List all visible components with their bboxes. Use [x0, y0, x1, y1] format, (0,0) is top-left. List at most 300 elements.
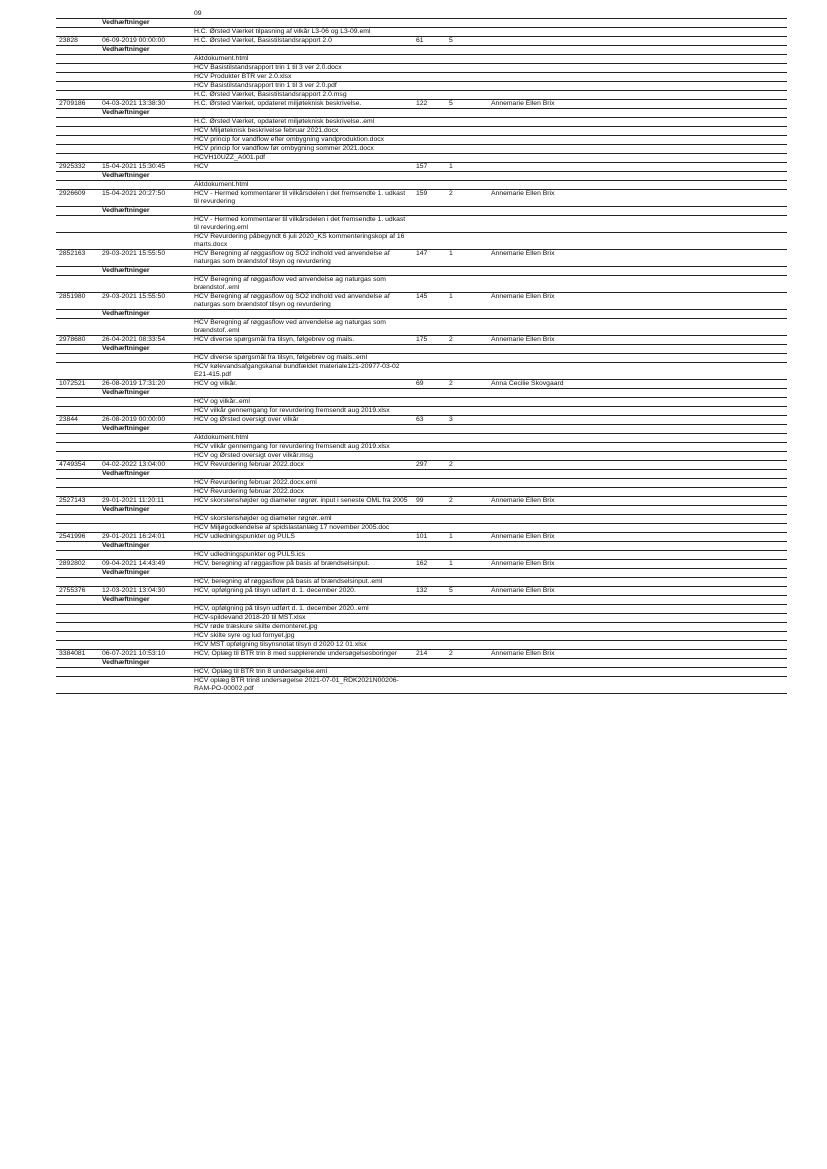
attachment-row — [56, 623, 787, 632]
attachment-spacer — [56, 398, 99, 407]
attachment-spacer — [413, 452, 446, 461]
attachments-header-spacer — [191, 389, 413, 398]
attachment-spacer — [488, 73, 787, 82]
attachment-filename: HCV Miljøteknisk beskrivelse februar 2021.docx — [191, 127, 413, 136]
attachments-header-spacer — [446, 109, 488, 118]
attachments-header-label: Vedhæftninger — [99, 109, 191, 118]
attachments-header-spacer — [488, 267, 787, 276]
record-date: 29-01-2021 16:24:01 — [99, 533, 191, 542]
attachment-spacer — [56, 64, 99, 73]
attachments-header-spacer — [446, 425, 488, 434]
record-number: 99 — [413, 497, 446, 506]
attachments-header-spacer — [446, 19, 488, 28]
record-date: 26-04-2021 08:33:54 — [99, 336, 191, 345]
attachment-row — [56, 488, 787, 497]
record-date: 29-03-2021 15:55:50 — [99, 250, 191, 267]
attachment-spacer — [56, 28, 99, 37]
attachments-header-label: Vedhæftninger — [99, 46, 191, 55]
record-row — [56, 293, 787, 310]
attachment-row — [56, 154, 787, 163]
attachment-spacer — [446, 434, 488, 443]
attachment-spacer — [488, 443, 787, 452]
attachment-row — [56, 354, 787, 363]
record-id: 1072521 — [56, 380, 99, 389]
attachment-spacer — [56, 233, 99, 250]
attachment-spacer — [413, 614, 446, 623]
record-title: H.C. Ørsted Værket, Basistilstandsrapport 2.0 — [191, 37, 413, 46]
record-row — [56, 497, 787, 506]
attachment-filename: HCV MST opfølgning tilsynsnotat tilsyn d 2020 12 01.xlsx — [191, 641, 413, 650]
record-number: 132 — [413, 587, 446, 596]
attachment-spacer — [488, 623, 787, 632]
attachment-spacer — [413, 524, 446, 533]
attachment-spacer — [446, 398, 488, 407]
attachment-spacer — [446, 91, 488, 100]
record-person: Annemarie Ellen Brix — [488, 190, 787, 207]
attachments-header-spacer — [488, 506, 787, 515]
attachment-spacer — [56, 434, 99, 443]
attachment-spacer — [99, 623, 191, 632]
attachment-spacer — [99, 452, 191, 461]
attachment-filename: HCV skilte syre og lud fornyet.jpg — [191, 632, 413, 641]
record-date: 15-04-2021 15:30:45 — [99, 163, 191, 172]
attachments-header-spacer — [191, 46, 413, 55]
attachment-spacer — [99, 64, 191, 73]
attachment-spacer — [413, 578, 446, 587]
attachment-spacer — [413, 64, 446, 73]
attachments-header-label: Vedhæftninger — [99, 310, 191, 319]
attachment-spacer — [56, 488, 99, 497]
record-title: H.C. Ørsted Værket, opdateret miljøteknisk beskrivelse. — [191, 100, 413, 109]
attachments-header-spacer — [191, 310, 413, 319]
attachments-header-row — [56, 109, 787, 118]
record-count: 2 — [446, 650, 488, 659]
attachment-spacer — [446, 452, 488, 461]
attachments-header-spacer — [446, 542, 488, 551]
record-id: 23828 — [56, 37, 99, 46]
attachment-filename: HCV Miljøgodkendelse af spidslastanlæg 17 november 2005.doc — [191, 524, 413, 533]
attachment-spacer — [56, 605, 99, 614]
attachment-spacer — [56, 614, 99, 623]
attachments-header-spacer — [56, 46, 99, 55]
attachment-spacer — [446, 407, 488, 416]
attachments-header-spacer — [413, 19, 446, 28]
attachment-spacer — [446, 623, 488, 632]
record-number: 159 — [413, 190, 446, 207]
attachment-filename: HCV Revurdering påbegyndt 6 juli 2020_KS kommenteringskopi af 16 marts.docx — [191, 233, 413, 250]
attachment-spacer — [413, 154, 446, 163]
attachment-row — [56, 452, 787, 461]
attachment-filename: HCV, opfølgning på tilsyn udført d. 1. december 2020..eml — [191, 605, 413, 614]
record-count: 5 — [446, 37, 488, 46]
record-row — [56, 100, 787, 109]
attachment-spacer — [446, 216, 488, 233]
attachment-spacer — [446, 515, 488, 524]
attachment-spacer — [446, 127, 488, 136]
record-number: 122 — [413, 100, 446, 109]
attachment-spacer — [488, 354, 787, 363]
attachment-row — [56, 605, 787, 614]
attachment-filename: HCV og vilkår..eml — [191, 398, 413, 407]
attachments-header-label: Vedhæftninger — [99, 425, 191, 434]
attachment-row — [56, 524, 787, 533]
record-row — [56, 190, 787, 207]
attachment-spacer — [488, 452, 787, 461]
attachment-spacer — [413, 623, 446, 632]
record-id: 2851980 — [56, 293, 99, 310]
record-row — [56, 10, 787, 19]
record-row — [56, 416, 787, 425]
attachments-header-spacer — [446, 506, 488, 515]
record-date — [99, 10, 191, 19]
records-table — [56, 10, 787, 694]
attachment-row — [56, 614, 787, 623]
attachments-header-row — [56, 46, 787, 55]
attachment-spacer — [99, 668, 191, 677]
record-id: 2978680 — [56, 336, 99, 345]
attachment-filename: Aktdokument.html — [191, 434, 413, 443]
attachments-header-row — [56, 172, 787, 181]
attachments-header-label: Vedhæftninger — [99, 506, 191, 515]
attachment-spacer — [413, 73, 446, 82]
record-row — [56, 336, 787, 345]
attachments-header-spacer — [488, 596, 787, 605]
attachment-spacer — [446, 641, 488, 650]
attachment-spacer — [488, 398, 787, 407]
attachment-spacer — [488, 488, 787, 497]
attachment-row — [56, 551, 787, 560]
attachment-row — [56, 64, 787, 73]
attachment-filename: Aktdokument.html — [191, 55, 413, 64]
record-id: 2925332 — [56, 163, 99, 172]
record-number: 214 — [413, 650, 446, 659]
record-id: 2755376 — [56, 587, 99, 596]
attachments-header-spacer — [446, 267, 488, 276]
attachment-spacer — [446, 64, 488, 73]
attachment-spacer — [99, 354, 191, 363]
record-number: 145 — [413, 293, 446, 310]
attachments-header-spacer — [56, 596, 99, 605]
attachments-header-spacer — [413, 470, 446, 479]
attachment-spacer — [56, 452, 99, 461]
attachment-spacer — [56, 145, 99, 154]
record-person: Annemarie Ellen Brix — [488, 336, 787, 345]
record-person — [488, 416, 787, 425]
attachments-header-spacer — [413, 46, 446, 55]
attachment-spacer — [413, 632, 446, 641]
attachment-spacer — [413, 398, 446, 407]
attachment-spacer — [56, 216, 99, 233]
attachments-header-spacer — [56, 425, 99, 434]
attachment-spacer — [99, 515, 191, 524]
attachments-header-label: Vedhæftninger — [99, 569, 191, 578]
record-person — [488, 461, 787, 470]
record-row — [56, 560, 787, 569]
attachment-row — [56, 479, 787, 488]
attachments-header-spacer — [488, 345, 787, 354]
attachment-filename: HCV og Ørsted oversigt over vilkår.msg — [191, 452, 413, 461]
attachment-filename: HCV Beregning af røggasflow ved anvendelse ag naturgas som brændstof..eml — [191, 276, 413, 293]
record-count: 2 — [446, 190, 488, 207]
attachment-spacer — [413, 515, 446, 524]
record-count: 5 — [446, 587, 488, 596]
attachments-header-spacer — [191, 267, 413, 276]
record-row — [56, 461, 787, 470]
attachment-spacer — [99, 407, 191, 416]
attachment-spacer — [488, 641, 787, 650]
record-date: 29-03-2021 15:55:50 — [99, 293, 191, 310]
attachments-header-spacer — [446, 596, 488, 605]
attachments-header-spacer — [413, 596, 446, 605]
record-row — [56, 250, 787, 267]
record-number: 157 — [413, 163, 446, 172]
attachment-spacer — [99, 677, 191, 694]
attachments-header-spacer — [56, 310, 99, 319]
attachment-filename: HCV Basistilstandsrapport trin 1 til 3 ver 2.0.pdf — [191, 82, 413, 91]
attachment-spacer — [488, 276, 787, 293]
record-count: 2 — [446, 380, 488, 389]
record-title: HCV — [191, 163, 413, 172]
attachment-spacer — [446, 605, 488, 614]
attachment-spacer — [413, 479, 446, 488]
attachments-header-row — [56, 207, 787, 216]
attachments-header-spacer — [488, 310, 787, 319]
record-count: 1 — [446, 560, 488, 569]
attachment-spacer — [488, 479, 787, 488]
records-sheet — [56, 0, 787, 694]
attachment-spacer — [413, 145, 446, 154]
attachment-spacer — [56, 407, 99, 416]
attachments-header-spacer — [413, 345, 446, 354]
record-title: HCV diverse spørgsmål fra tilsyn, følgebrev og mails. — [191, 336, 413, 345]
attachment-spacer — [488, 524, 787, 533]
record-count — [446, 10, 488, 19]
attachments-header-spacer — [191, 542, 413, 551]
attachment-filename: H.C. Ørsted Værket tilpasning af vilkår L3-06 og L3-09.eml — [191, 28, 413, 37]
attachments-header-spacer — [488, 425, 787, 434]
attachment-spacer — [99, 136, 191, 145]
record-id: 23844 — [56, 416, 99, 425]
attachment-filename: HCV Revurdering februar 2022.docx — [191, 488, 413, 497]
attachment-filename: HCV oplæg BTR trin8 undersøgelse 2021-07-01_RDK2021N00206-RAM-PO-00002.pdf — [191, 677, 413, 694]
attachment-spacer — [99, 118, 191, 127]
attachments-header-spacer — [488, 659, 787, 668]
attachment-row — [56, 118, 787, 127]
attachment-spacer — [99, 127, 191, 136]
attachment-row — [56, 276, 787, 293]
attachment-spacer — [99, 614, 191, 623]
attachment-spacer — [56, 578, 99, 587]
attachment-row — [56, 319, 787, 336]
attachments-header-spacer — [191, 506, 413, 515]
attachments-header-spacer — [488, 542, 787, 551]
attachments-header-row — [56, 569, 787, 578]
record-number: 175 — [413, 336, 446, 345]
record-title: HCV Beregning af røggasflow og SO2 indhold ved anvendelse af naturgas som brændstof tilsyn og revurdering — [191, 250, 413, 267]
attachments-header-spacer — [413, 506, 446, 515]
attachment-filename: HCV princip for vandflow før ombygning sommer 2021.docx — [191, 145, 413, 154]
attachment-spacer — [446, 319, 488, 336]
attachments-header-spacer — [56, 389, 99, 398]
attachment-spacer — [99, 233, 191, 250]
attachments-header-spacer — [56, 569, 99, 578]
attachment-spacer — [446, 632, 488, 641]
attachment-spacer — [413, 233, 446, 250]
record-number: 61 — [413, 37, 446, 46]
attachment-spacer — [488, 136, 787, 145]
attachment-spacer — [413, 434, 446, 443]
attachment-row — [56, 28, 787, 37]
attachments-header-row — [56, 470, 787, 479]
record-number — [413, 10, 446, 19]
attachment-spacer — [446, 443, 488, 452]
attachment-row — [56, 73, 787, 82]
attachments-header-spacer — [446, 659, 488, 668]
record-row — [56, 587, 787, 596]
attachment-spacer — [413, 443, 446, 452]
attachment-spacer — [446, 181, 488, 190]
attachment-spacer — [56, 91, 99, 100]
attachments-header-spacer — [191, 207, 413, 216]
attachment-row — [56, 363, 787, 380]
attachment-spacer — [56, 127, 99, 136]
record-number: 63 — [413, 416, 446, 425]
attachment-spacer — [488, 154, 787, 163]
attachment-spacer — [413, 181, 446, 190]
record-number: 147 — [413, 250, 446, 267]
record-title: HCV og Ørsted oversigt over vilkår — [191, 416, 413, 425]
attachment-spacer — [488, 632, 787, 641]
attachment-spacer — [99, 434, 191, 443]
attachment-spacer — [488, 363, 787, 380]
record-date: 06-09-2019 00:00:00 — [99, 37, 191, 46]
attachment-spacer — [413, 354, 446, 363]
attachments-header-spacer — [413, 207, 446, 216]
attachments-header-spacer — [56, 267, 99, 276]
attachments-header-spacer — [191, 109, 413, 118]
attachments-header-row — [56, 596, 787, 605]
attachment-spacer — [56, 668, 99, 677]
attachment-row — [56, 641, 787, 650]
attachments-header-spacer — [446, 46, 488, 55]
attachment-row — [56, 434, 787, 443]
attachment-spacer — [413, 127, 446, 136]
attachment-spacer — [99, 55, 191, 64]
record-count: 2 — [446, 497, 488, 506]
record-title: HCV udledningspunkter og PULS — [191, 533, 413, 542]
attachment-spacer — [446, 145, 488, 154]
record-person: Annemarie Ellen Brix — [488, 293, 787, 310]
attachment-spacer — [56, 154, 99, 163]
attachment-filename: HCVH10UZZ_A001.pdf — [191, 154, 413, 163]
attachment-spacer — [56, 551, 99, 560]
attachments-header-spacer — [413, 659, 446, 668]
attachment-spacer — [488, 551, 787, 560]
attachment-spacer — [488, 55, 787, 64]
attachment-spacer — [99, 28, 191, 37]
record-date: 29-01-2021 11:20:11 — [99, 497, 191, 506]
attachments-header-label: Vedhæftninger — [99, 345, 191, 354]
record-title: HCV Revurdering februar 2022.docx — [191, 461, 413, 470]
attachment-spacer — [446, 668, 488, 677]
attachment-spacer — [413, 488, 446, 497]
attachment-spacer — [99, 641, 191, 650]
attachment-spacer — [446, 614, 488, 623]
attachment-spacer — [413, 55, 446, 64]
attachment-filename: Aktdokument.html — [191, 181, 413, 190]
attachment-spacer — [413, 276, 446, 293]
record-person: Annemarie Ellen Brix — [488, 250, 787, 267]
attachment-filename: HCV vilkår gennemgang for revurdering fremsendt aug 2019.xlsx — [191, 407, 413, 416]
attachments-header-spacer — [191, 596, 413, 605]
attachment-filename: HCV Basistilstandsrapport trin 1 til 3 ver 2.0.docx — [191, 64, 413, 73]
attachment-spacer — [99, 82, 191, 91]
record-id — [56, 10, 99, 19]
record-date: 12-03-2021 13:04:30 — [99, 587, 191, 596]
attachment-filename: HCV, beregning af røggasflow på basis af brændselsinput..eml — [191, 578, 413, 587]
record-title: 09 — [191, 10, 413, 19]
attachment-spacer — [488, 668, 787, 677]
attachments-header-spacer — [488, 46, 787, 55]
record-count: 2 — [446, 336, 488, 345]
attachment-filename: HCV udledningspunkter og PULS.ics — [191, 551, 413, 560]
record-id: 4749354 — [56, 461, 99, 470]
attachments-header-label: Vedhæftninger — [99, 659, 191, 668]
record-person — [488, 37, 787, 46]
attachment-spacer — [446, 488, 488, 497]
attachments-header-spacer — [446, 207, 488, 216]
record-row — [56, 533, 787, 542]
attachments-header-label: Vedhæftninger — [99, 19, 191, 28]
record-count: 2 — [446, 461, 488, 470]
record-title: HCV - Hermed kommentarer til vilkårsdelen i det fremsendte 1. udkast til revurdering — [191, 190, 413, 207]
attachment-spacer — [488, 605, 787, 614]
attachments-header-spacer — [446, 569, 488, 578]
attachment-spacer — [99, 181, 191, 190]
attachments-header-spacer — [191, 345, 413, 354]
attachment-spacer — [488, 181, 787, 190]
attachments-header-spacer — [56, 172, 99, 181]
attachment-spacer — [488, 434, 787, 443]
attachments-header-row — [56, 345, 787, 354]
attachments-header-spacer — [446, 470, 488, 479]
attachment-spacer — [446, 136, 488, 145]
attachments-header-label: Vedhæftninger — [99, 596, 191, 605]
attachment-spacer — [488, 216, 787, 233]
attachments-header-row — [56, 267, 787, 276]
record-id: 2709186 — [56, 100, 99, 109]
attachment-spacer — [56, 641, 99, 650]
attachments-header-spacer — [191, 470, 413, 479]
record-person: Annemarie Ellen Brix — [488, 560, 787, 569]
attachment-spacer — [446, 118, 488, 127]
attachment-spacer — [413, 118, 446, 127]
attachment-spacer — [446, 524, 488, 533]
attachment-spacer — [99, 524, 191, 533]
attachment-spacer — [56, 623, 99, 632]
attachment-spacer — [488, 233, 787, 250]
attachment-spacer — [488, 614, 787, 623]
attachment-spacer — [99, 551, 191, 560]
attachment-row — [56, 91, 787, 100]
attachment-spacer — [56, 354, 99, 363]
record-id: 2527143 — [56, 497, 99, 506]
attachment-spacer — [488, 28, 787, 37]
record-number: 162 — [413, 560, 446, 569]
attachment-spacer — [56, 55, 99, 64]
attachments-header-label: Vedhæftninger — [99, 207, 191, 216]
record-person: Annemarie Ellen Brix — [488, 100, 787, 109]
